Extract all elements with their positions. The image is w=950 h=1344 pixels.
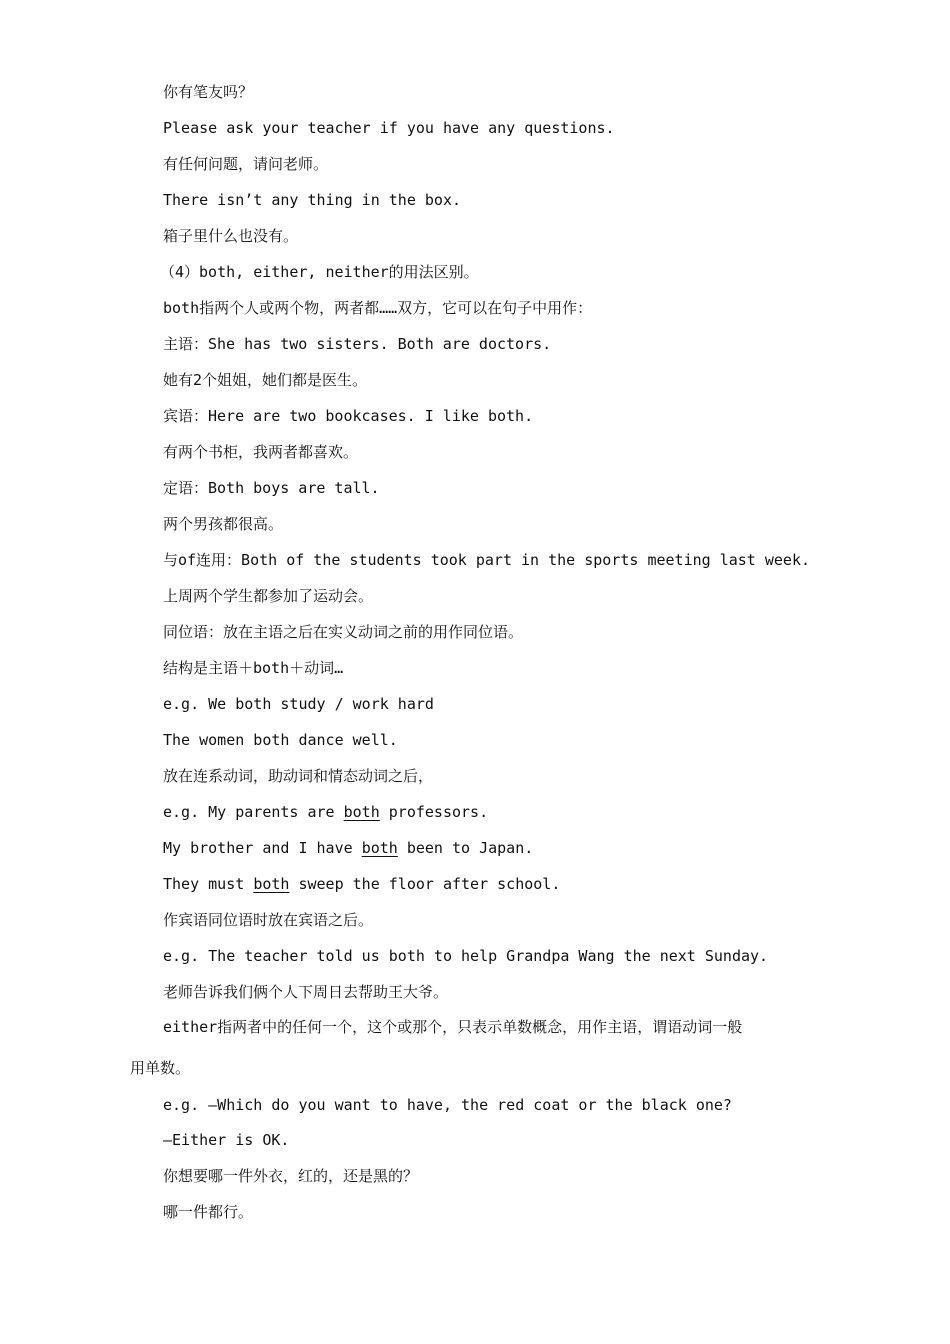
text-line: 你有笔友吗？ [163,83,254,101]
either-paragraph-continuation: 用单数。 [130,1059,191,1077]
text-fragment: My brother and I have [163,839,362,857]
text-line: both指两个人或两个物，两者都……双方，它可以在句子中用作： [163,299,593,317]
text-line: 作宾语同位语时放在宾语之后。 [163,911,374,929]
text-line: e.g. We both study / work hard [163,695,434,713]
text-fragment: e.g. My parents are [163,803,344,821]
text-fragment: been to Japan. [397,839,534,857]
text-line: 你想要哪一件外衣，红的，还是黑的？ [163,1167,419,1185]
text-line: 老师告诉我们俩个人下周日去帮助王大爷。 [163,983,449,1001]
text-line: 放在连系动词，助动词和情态动词之后， [163,767,434,785]
text-line: 有任何问题，请问老师。 [163,155,329,173]
text-fragment: They must [163,875,254,893]
text-fragment: professors. [379,803,489,821]
text-line: e.g. The teacher told us both to help Grandpa Wang the next Sunday. [163,947,769,965]
text-line: e.g. —Which do you want to have, the red coat or the black one? [163,1096,732,1114]
text-line: 哪一件都行。 [163,1203,254,1221]
example-line [163,838,533,858]
text-line: 宾语：Here are two bookcases. I like both. [163,407,534,425]
underlined-word: both [361,839,398,857]
text-line: 她有2个姐姐，她们都是医生。 [163,371,368,389]
text-line: Please ask your teacher if you have any questions. [163,119,615,137]
text-line: 主语：She has two sisters. Both are doctors. [163,335,552,353]
example-line [163,874,560,894]
text-line: 同位语：放在主语之后在实义动词之前的用作同位语。 [163,623,524,641]
text-line: 结构是主语＋both＋动词… [163,659,344,677]
text-line: 上周两个学生都参加了运动会。 [163,587,374,605]
underlined-word: both [253,875,290,893]
text-line: The women both dance well. [163,731,398,749]
text-line: 两个男孩都很高。 [163,515,284,533]
text-line: 定语：Both boys are tall. [163,479,380,497]
text-line: There isn’t any thing in the box. [163,191,462,209]
example-line [163,802,488,822]
either-paragraph-first-line: either指两者中的任何一个，这个或那个，只表示单数概念，用作主语，谓语动词一般 [163,1018,743,1036]
text-line: 与of连用：Both of the students took part in the sports meeting last week. [163,551,810,569]
text-line: 箱子里什么也没有。 [163,227,299,245]
text-fragment: sweep the floor after school. [289,875,561,893]
underlined-word: both [343,803,380,821]
text-line: 有两个书柜，我两者都喜欢。 [163,443,359,461]
section-heading: （4）both, either, neither的用法区别。 [160,263,479,281]
text-line: —Either is OK. [163,1131,290,1149]
